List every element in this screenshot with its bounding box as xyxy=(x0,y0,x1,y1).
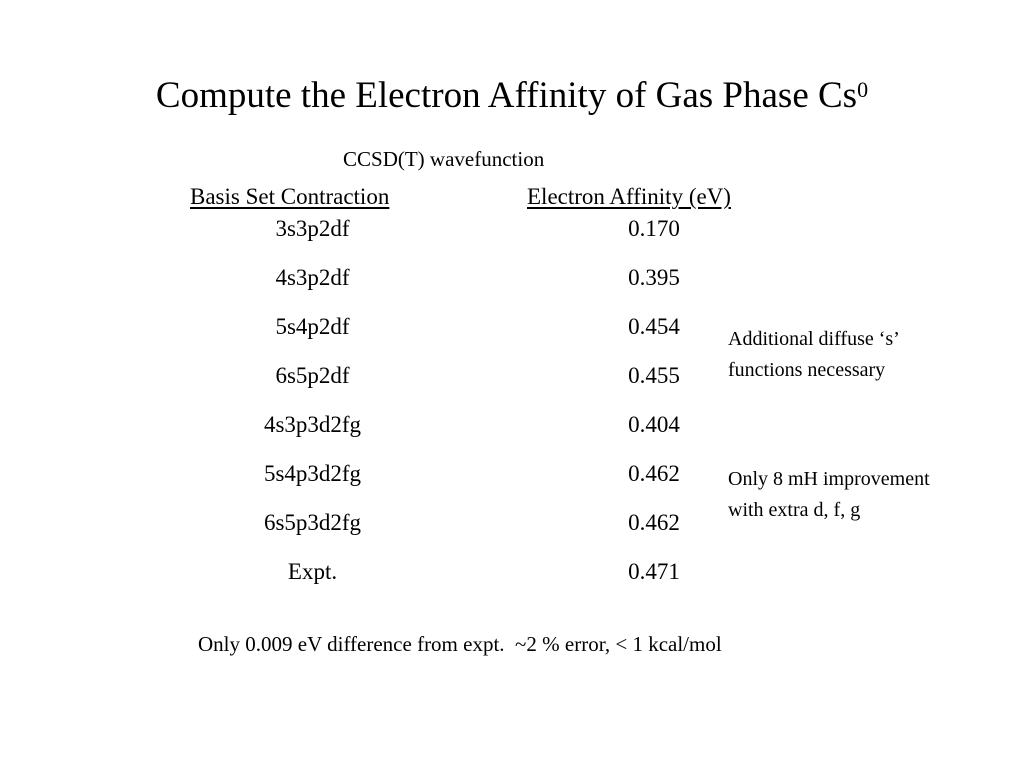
basis-cell: 5s4p2df xyxy=(275,314,350,339)
basis-cell: 3s3p2df xyxy=(275,216,350,241)
affinity-cell: 0.454 xyxy=(628,314,680,339)
affinity-cell: 0.471 xyxy=(628,559,680,584)
diffuse-functions-note xyxy=(728,324,900,386)
affinity-cell: 0.462 xyxy=(628,510,680,535)
improvement-note xyxy=(728,464,930,526)
basis-cell: 4s3p3d2fg xyxy=(263,412,362,437)
note-line: Additional diffuse ‘s’ xyxy=(728,328,900,350)
note-line: Only 8 mH improvement xyxy=(728,468,930,490)
summary-footer: Only 0.009 eV difference from expt. ~2 % error, < 1 kcal/mol xyxy=(198,632,722,656)
affinity-cell: 0.404 xyxy=(628,412,680,437)
affinity-cell: 0.455 xyxy=(628,363,680,388)
electron-affinity-column-header: Electron Affinity (eV) xyxy=(527,184,731,209)
affinity-cell: 0.395 xyxy=(628,265,680,290)
method-subtitle: CCSD(T) wavefunction xyxy=(343,147,545,171)
basis-cell: 4s3p2df xyxy=(275,265,350,290)
slide-title xyxy=(0,74,1024,118)
title-superscript: 0 xyxy=(857,77,869,102)
title-text: Compute the Electron Affinity of Gas Phase Cs xyxy=(155,75,858,116)
basis-column-header: Basis Set Contraction xyxy=(190,184,390,209)
basis-cell: 6s5p2df xyxy=(275,363,350,388)
basis-cell: 5s4p3d2fg xyxy=(263,461,362,486)
basis-cell: 6s5p3d2fg xyxy=(263,510,362,535)
note-line: functions necessary xyxy=(728,359,886,381)
affinity-cell: 0.462 xyxy=(628,461,680,486)
note-line: with extra d, f, g xyxy=(728,499,861,521)
affinity-cell: 0.170 xyxy=(628,216,680,241)
basis-cell: Expt. xyxy=(287,559,338,584)
